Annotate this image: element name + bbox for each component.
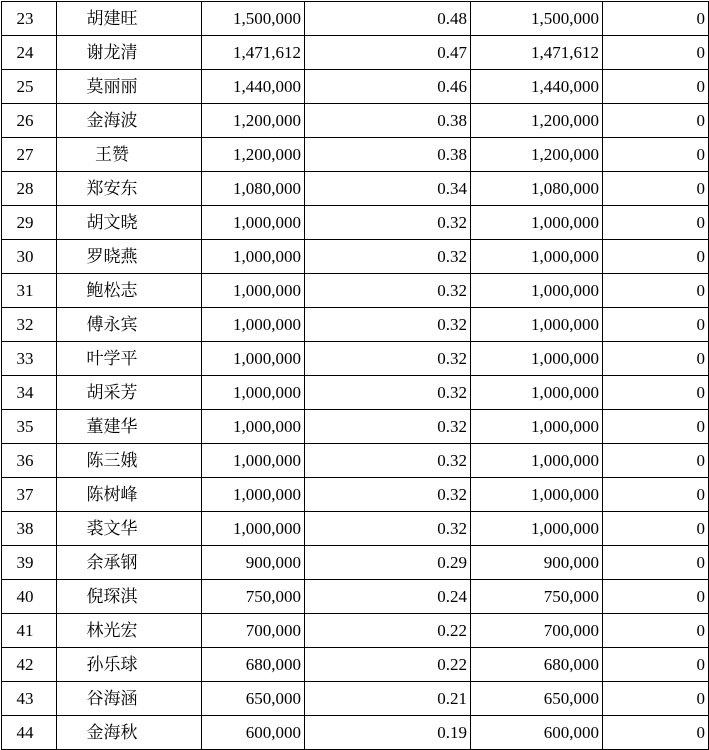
unrestricted-shares-cell: 600,000 <box>471 716 603 750</box>
shares-held-cell: 1,000,000 <box>202 342 305 376</box>
unrestricted-shares-cell: 1,000,000 <box>471 410 603 444</box>
restricted-shares-cell: 0 <box>603 648 709 682</box>
shareholder-name-cell: 胡建旺 <box>57 2 202 36</box>
row-index-cell: 29 <box>2 206 57 240</box>
shares-held-cell: 600,000 <box>202 716 305 750</box>
row-index-cell: 33 <box>2 342 57 376</box>
shareholder-name-cell: 金海波 <box>57 104 202 138</box>
holding-percent-cell: 0.32 <box>305 410 471 444</box>
restricted-shares-cell: 0 <box>603 478 709 512</box>
holding-percent-cell: 0.19 <box>305 716 471 750</box>
shareholder-table <box>1 1 709 750</box>
row-index-cell: 44 <box>2 716 57 750</box>
row-index-cell: 34 <box>2 376 57 410</box>
unrestricted-shares-cell: 1,000,000 <box>471 274 603 308</box>
holding-percent-cell: 0.32 <box>305 342 471 376</box>
shareholder-name-cell: 裘文华 <box>57 512 202 546</box>
restricted-shares-cell: 0 <box>603 580 709 614</box>
table-body <box>2 2 709 750</box>
row-index-cell: 23 <box>2 2 57 36</box>
shares-held-cell: 1,000,000 <box>202 308 305 342</box>
unrestricted-shares-cell: 1,471,612 <box>471 36 603 70</box>
shares-held-cell: 1,080,000 <box>202 172 305 206</box>
shareholder-name-cell: 陈树峰 <box>57 478 202 512</box>
shareholder-name-cell: 罗晓燕 <box>57 240 202 274</box>
row-index-cell: 26 <box>2 104 57 138</box>
row-index-cell: 31 <box>2 274 57 308</box>
holding-percent-cell: 0.32 <box>305 206 471 240</box>
shares-held-cell: 1,000,000 <box>202 478 305 512</box>
table-row <box>2 308 709 342</box>
row-index-cell: 39 <box>2 546 57 580</box>
table-row <box>2 274 709 308</box>
restricted-shares-cell: 0 <box>603 512 709 546</box>
shares-held-cell: 1,200,000 <box>202 138 305 172</box>
restricted-shares-cell: 0 <box>603 206 709 240</box>
unrestricted-shares-cell: 1,200,000 <box>471 138 603 172</box>
restricted-shares-cell: 0 <box>603 410 709 444</box>
shareholder-name-cell: 林光宏 <box>57 614 202 648</box>
shares-held-cell: 680,000 <box>202 648 305 682</box>
holding-percent-cell: 0.46 <box>305 70 471 104</box>
shareholder-name-cell: 胡文晓 <box>57 206 202 240</box>
restricted-shares-cell: 0 <box>603 138 709 172</box>
row-index-cell: 35 <box>2 410 57 444</box>
table-row <box>2 716 709 750</box>
restricted-shares-cell: 0 <box>603 716 709 750</box>
shares-held-cell: 1,000,000 <box>202 444 305 478</box>
shareholder-name-cell: 莫丽丽 <box>57 70 202 104</box>
shareholder-name-cell: 郑安东 <box>57 172 202 206</box>
shares-held-cell: 1,000,000 <box>202 512 305 546</box>
shares-held-cell: 1,000,000 <box>202 240 305 274</box>
holding-percent-cell: 0.24 <box>305 580 471 614</box>
restricted-shares-cell: 0 <box>603 376 709 410</box>
restricted-shares-cell: 0 <box>603 308 709 342</box>
unrestricted-shares-cell: 1,000,000 <box>471 308 603 342</box>
holding-percent-cell: 0.21 <box>305 682 471 716</box>
row-index-cell: 24 <box>2 36 57 70</box>
shareholder-name-cell: 谢龙清 <box>57 36 202 70</box>
shares-held-cell: 1,471,612 <box>202 36 305 70</box>
row-index-cell: 38 <box>2 512 57 546</box>
table-row <box>2 240 709 274</box>
unrestricted-shares-cell: 750,000 <box>471 580 603 614</box>
shares-held-cell: 1,000,000 <box>202 410 305 444</box>
shareholder-name-cell: 王赞 <box>57 138 202 172</box>
table-row <box>2 376 709 410</box>
restricted-shares-cell: 0 <box>603 614 709 648</box>
row-index-cell: 42 <box>2 648 57 682</box>
table-row <box>2 512 709 546</box>
table-row <box>2 342 709 376</box>
table-row <box>2 104 709 138</box>
shareholder-name-cell: 余承钢 <box>57 546 202 580</box>
shares-held-cell: 1,000,000 <box>202 206 305 240</box>
holding-percent-cell: 0.32 <box>305 512 471 546</box>
table-row <box>2 138 709 172</box>
row-index-cell: 43 <box>2 682 57 716</box>
unrestricted-shares-cell: 900,000 <box>471 546 603 580</box>
unrestricted-shares-cell: 1,000,000 <box>471 512 603 546</box>
table-row <box>2 444 709 478</box>
unrestricted-shares-cell: 1,000,000 <box>471 444 603 478</box>
shareholder-name-cell: 鲍松志 <box>57 274 202 308</box>
holding-percent-cell: 0.34 <box>305 172 471 206</box>
row-index-cell: 32 <box>2 308 57 342</box>
unrestricted-shares-cell: 1,200,000 <box>471 104 603 138</box>
shareholder-name-cell: 胡采芳 <box>57 376 202 410</box>
table-row <box>2 36 709 70</box>
holding-percent-cell: 0.32 <box>305 240 471 274</box>
unrestricted-shares-cell: 1,000,000 <box>471 376 603 410</box>
restricted-shares-cell: 0 <box>603 240 709 274</box>
unrestricted-shares-cell: 1,000,000 <box>471 342 603 376</box>
shareholder-name-cell: 傅永宾 <box>57 308 202 342</box>
holding-percent-cell: 0.47 <box>305 36 471 70</box>
shareholder-name-cell: 谷海涵 <box>57 682 202 716</box>
holding-percent-cell: 0.48 <box>305 2 471 36</box>
shareholder-name-cell: 金海秋 <box>57 716 202 750</box>
unrestricted-shares-cell: 1,000,000 <box>471 240 603 274</box>
restricted-shares-cell: 0 <box>603 274 709 308</box>
restricted-shares-cell: 0 <box>603 342 709 376</box>
holding-percent-cell: 0.32 <box>305 274 471 308</box>
restricted-shares-cell: 0 <box>603 2 709 36</box>
shares-held-cell: 1,000,000 <box>202 274 305 308</box>
table-row <box>2 2 709 36</box>
row-index-cell: 28 <box>2 172 57 206</box>
unrestricted-shares-cell: 1,500,000 <box>471 2 603 36</box>
row-index-cell: 25 <box>2 70 57 104</box>
table-row <box>2 172 709 206</box>
holding-percent-cell: 0.38 <box>305 104 471 138</box>
restricted-shares-cell: 0 <box>603 682 709 716</box>
shareholder-name-cell: 董建华 <box>57 410 202 444</box>
holding-percent-cell: 0.32 <box>305 376 471 410</box>
table-row <box>2 410 709 444</box>
table-row <box>2 546 709 580</box>
shareholder-name-cell: 倪琛淇 <box>57 580 202 614</box>
restricted-shares-cell: 0 <box>603 36 709 70</box>
holding-percent-cell: 0.32 <box>305 444 471 478</box>
unrestricted-shares-cell: 1,440,000 <box>471 70 603 104</box>
restricted-shares-cell: 0 <box>603 444 709 478</box>
restricted-shares-cell: 0 <box>603 172 709 206</box>
shares-held-cell: 1,440,000 <box>202 70 305 104</box>
restricted-shares-cell: 0 <box>603 546 709 580</box>
shareholder-name-cell: 陈三娥 <box>57 444 202 478</box>
holding-percent-cell: 0.22 <box>305 614 471 648</box>
row-index-cell: 30 <box>2 240 57 274</box>
table-row <box>2 580 709 614</box>
shares-held-cell: 1,500,000 <box>202 2 305 36</box>
shares-held-cell: 750,000 <box>202 580 305 614</box>
holding-percent-cell: 0.22 <box>305 648 471 682</box>
holding-percent-cell: 0.29 <box>305 546 471 580</box>
row-index-cell: 27 <box>2 138 57 172</box>
table-row <box>2 682 709 716</box>
row-index-cell: 37 <box>2 478 57 512</box>
table-row <box>2 206 709 240</box>
restricted-shares-cell: 0 <box>603 104 709 138</box>
unrestricted-shares-cell: 680,000 <box>471 648 603 682</box>
row-index-cell: 36 <box>2 444 57 478</box>
row-index-cell: 41 <box>2 614 57 648</box>
holding-percent-cell: 0.32 <box>305 308 471 342</box>
holding-percent-cell: 0.32 <box>305 478 471 512</box>
unrestricted-shares-cell: 650,000 <box>471 682 603 716</box>
holding-percent-cell: 0.38 <box>305 138 471 172</box>
shareholder-name-cell: 孙乐球 <box>57 648 202 682</box>
table-row <box>2 478 709 512</box>
unrestricted-shares-cell: 700,000 <box>471 614 603 648</box>
restricted-shares-cell: 0 <box>603 70 709 104</box>
table-row <box>2 648 709 682</box>
shares-held-cell: 700,000 <box>202 614 305 648</box>
unrestricted-shares-cell: 1,000,000 <box>471 206 603 240</box>
shares-held-cell: 900,000 <box>202 546 305 580</box>
shares-held-cell: 1,000,000 <box>202 376 305 410</box>
shares-held-cell: 650,000 <box>202 682 305 716</box>
shares-held-cell: 1,200,000 <box>202 104 305 138</box>
row-index-cell: 40 <box>2 580 57 614</box>
table-row <box>2 70 709 104</box>
unrestricted-shares-cell: 1,080,000 <box>471 172 603 206</box>
unrestricted-shares-cell: 1,000,000 <box>471 478 603 512</box>
table-row <box>2 614 709 648</box>
shareholder-name-cell: 叶学平 <box>57 342 202 376</box>
